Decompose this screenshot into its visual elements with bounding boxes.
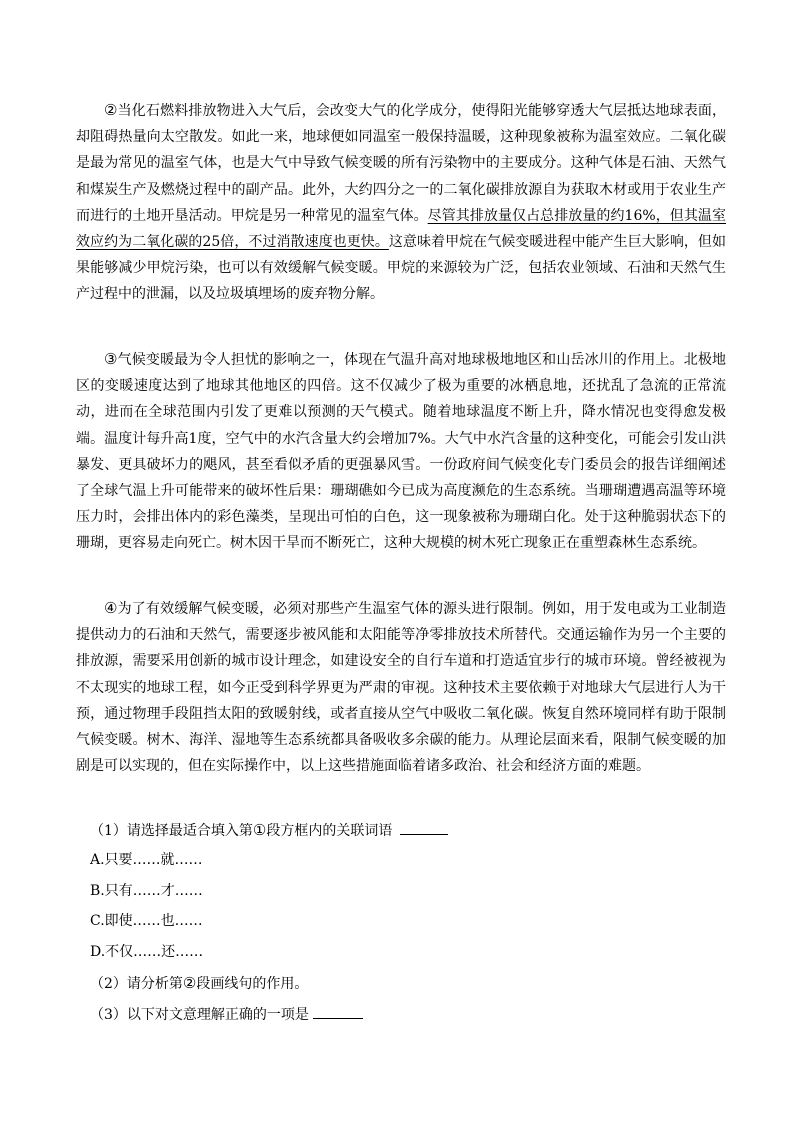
question-2-suffix: 段画线句的作用。 xyxy=(196,976,309,992)
paragraph-text-continued: 这意味着甲烷在气候变暖进程中能产生巨大影响，但如果能够减少甲烷污染，也可以有效缓解气候变暖。甲烷的来源较为广泛，包括农业领域、石油和天然气生产过程中的泄漏，以及垃圾填埋场的废弃物分解。 xyxy=(76,234,726,303)
question-1-circled-number: ① xyxy=(252,821,267,839)
option-b: B.只有……才…… xyxy=(90,883,203,899)
question-1-suffix: 段方框内的关联词语 xyxy=(266,823,393,839)
option-c: C.即使……也…… xyxy=(90,913,203,929)
underlined-sentence: 尽管其排放量仅占总排放量的约16%，但其温室效应约为二氧化碳的25倍，不过消散速度也更快。 xyxy=(76,207,726,251)
question-3-text: （3）以下对文意理解正确的一项是 xyxy=(90,1007,309,1023)
option-a: A.只要……就…… xyxy=(90,852,203,868)
paragraph-text: 当化石燃料排放物进入大气后，会改变大气的化学成分，使得阳光能够穿透大气层抵达地球表面，却阻碍热量向太空散发。如此一来，地球便如同温室一般保持温暖，这种现象被称为温室效应。二氧化碳是最为常见的温室气体，也是大气中导致气候变暖的所有污染物中的主要成分。这种气体是石油、天然气和煤炭生产及燃烧过程中的副产品。此外，大约四分之一的二氧化碳排放源自为获取木材或用于农业生产而进行的土地开垦活动。甲烷是另一种常见的温室气体。 xyxy=(76,103,727,224)
paragraph-number: ④ xyxy=(104,599,118,617)
answer-blank[interactable] xyxy=(400,820,448,835)
option-d: D.不仅……还…… xyxy=(90,944,204,960)
paragraph-text: 气候变暖最为令人担忧的影响之一，体现在气温升高对地球极地地区和山岳冰川的作用上。北极地区的变暖速度达到了地球其他地区的四倍。这不仅减少了极为重要的冰栖息地，还扰乱了急流的正常流动，进而在全球范围内引发了更难以预测的天气模式。随着地球温度不断上升，降水情况也变得愈发极端。温度计每升高1度，空气中的水汽含量大约会增加7%。大气中水汽含量的这种变化，可能会引发山洪暴发、更具破坏力的飓风，甚至看似矛盾的更强暴风雪。一份政府间气候变化专门委员会的报告详细阐述了全球气温上升可能带来的破坏性后果：珊瑚礁如今已成为高度濒危的生态系统。当珊瑚遭遇高温等环境压力时，会排出体内的彩色藻类，呈现出可怕的白色，这一现象被称为珊瑚白化。处于这种脆弱状态下的珊瑚，更容易走向死亡。树木因干旱而不断死亡，这种大规模的树木死亡现象正在重塑森林生态系统。 xyxy=(76,352,727,552)
question-2-circled-number: ② xyxy=(182,974,197,992)
paragraph-text: 为了有效缓解气候变暖，必须对那些产生温室气体的源头进行限制。例如，用于发电或为工业制造提供动力的石油和天然气，需要逐步被风能和太阳能等净零排放技术所替代。交通运输作为另一个主要的排放源，需要采用创新的城市设计理念，如建设安全的自行车道和打造适宜步行的城市环境。曾经被视为不太现实的地球工程，如今正受到科学界更为严肃的审视。这种技术主要依赖于对地球大气层进行人为干预，通过物理手段阻挡太阳的致暖射线，或者直接从空气中吸收二氧化碳。恢复自然环境同样有助于限制气候变暖。树木、海洋、湿地等生态系统都具备吸收多余碳的能力。从理论层面来看，限制气候变暖的加剧是可以实现的，但在实际操作中，以上这些措施面临着诸多政治、社会和经济方面的难题。 xyxy=(76,601,727,775)
question-3 xyxy=(90,1004,363,1025)
paragraph-number: ② xyxy=(104,101,118,119)
question-2 xyxy=(90,973,308,994)
question-2-prefix: （2）请分析第 xyxy=(90,976,183,992)
question-1-prefix: （1）请选择最适合填入第 xyxy=(90,823,253,839)
paragraph-number: ③ xyxy=(104,350,118,368)
question-1 xyxy=(90,820,448,841)
paragraph-3 xyxy=(76,346,726,557)
paragraph-2 xyxy=(76,97,726,308)
answer-blank[interactable] xyxy=(313,1004,363,1019)
paragraph-4 xyxy=(76,595,726,779)
